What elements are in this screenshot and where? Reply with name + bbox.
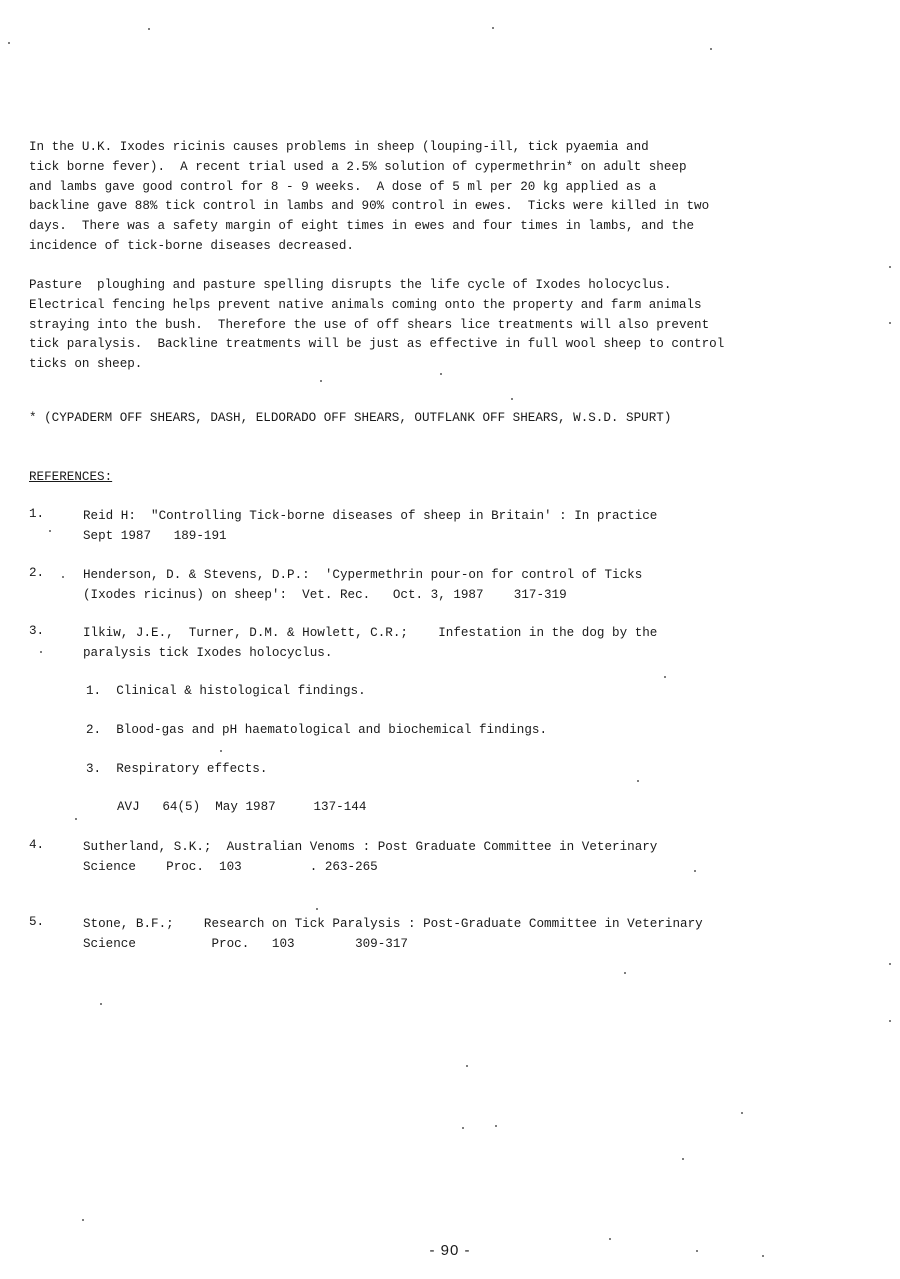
reference-number: 1.	[29, 507, 45, 521]
reference-line: Science Proc. 103 309-317	[83, 936, 408, 951]
paragraph-line: Electrical fencing helps prevent native animals coming onto the property and farm animals	[29, 297, 702, 312]
scan-speck	[889, 322, 891, 324]
scan-speck	[637, 780, 639, 782]
scan-speck	[710, 48, 712, 50]
references-heading: REFERENCES:	[29, 470, 113, 484]
scan-speck	[466, 1065, 468, 1067]
reference-citation: AVJ 64(5) May 1987 137-144	[117, 800, 367, 814]
reference-text	[83, 624, 783, 664]
body-paragraph-2	[29, 276, 769, 375]
scan-speck	[889, 963, 891, 965]
scan-speck	[889, 1020, 891, 1022]
reference-number: 3.	[29, 624, 45, 638]
reference-subitem-1: 1. Clinical & histological findings.	[86, 684, 366, 698]
paragraph-line: and lambs gave good control for 8 - 9 weeks. A dose of 5 ml per 20 kg applied as a	[29, 179, 657, 194]
scan-speck	[696, 1250, 698, 1252]
scan-speck	[492, 27, 494, 29]
scan-speck	[100, 1003, 102, 1005]
reference-subitem-2: 2. Blood-gas and pH haematological and biochemical findings.	[86, 723, 548, 737]
scan-speck	[511, 398, 513, 400]
scan-speck	[220, 750, 222, 752]
page-number: - 90 -	[429, 1242, 471, 1259]
scan-speck	[8, 42, 10, 44]
scan-speck	[694, 870, 696, 872]
paragraph-line: tick borne fever). A recent trial used a 2.5% solution of cypermethrin* on adult sheep	[29, 159, 687, 174]
scan-speck	[49, 530, 51, 532]
reference-text	[83, 507, 783, 547]
scan-speck	[664, 676, 666, 678]
paragraph-line: backline gave 88% tick control in lambs and 90% control in ewes. Ticks were killed in two	[29, 199, 710, 214]
reference-line: Stone, B.F.; Research on Tick Paralysis : Post-Graduate Committee in Veterinary	[83, 917, 703, 931]
paragraph-line: In the U.K. Ixodes ricinis causes problems in sheep (louping-ill, tick pyaemia and	[29, 140, 649, 154]
scan-speck	[40, 651, 42, 653]
reference-line: (Ixodes ricinus) on sheep': Vet. Rec. Oct. 3, 1987 317-319	[83, 587, 567, 602]
reference-line: Sept 1987 189-191	[83, 528, 227, 543]
scan-speck	[495, 1125, 497, 1127]
paragraph-line: tick paralysis. Backline treatments will be just as effective in full wool sheep to control	[29, 337, 725, 352]
scan-speck	[75, 818, 77, 820]
reference-number: 5.	[29, 915, 45, 929]
paragraph-line: Pasture ploughing and pasture spelling disrupts the life cycle of Ixodes holocyclus.	[29, 278, 672, 292]
reference-line: Sutherland, S.K.; Australian Venoms : Post Graduate Committee in Veterinary	[83, 840, 658, 854]
scan-speck	[624, 972, 626, 974]
reference-text	[83, 915, 783, 955]
reference-text	[83, 566, 783, 606]
scan-speck	[440, 373, 442, 375]
scan-speck	[148, 28, 150, 30]
paragraph-line: ticks on sheep.	[29, 357, 143, 372]
reference-line: Science Proc. 103 . 263-265	[83, 859, 378, 874]
product-footnote: * (CYPADERM OFF SHEARS, DASH, ELDORADO OFF SHEARS, OUTFLANK OFF SHEARS, W.S.D. SPURT)	[29, 411, 672, 425]
scan-speck	[682, 1158, 684, 1160]
paragraph-line: incidence of tick-borne diseases decreased.	[29, 238, 354, 253]
reference-line: Ilkiw, J.E., Turner, D.M. & Howlett, C.R.; Infestation in the dog by the	[83, 626, 658, 640]
reference-number: 2.	[29, 566, 45, 580]
scan-speck	[320, 380, 322, 382]
paragraph-line: straying into the bush. Therefore the use of off shears lice treatments will also prevent	[29, 317, 710, 332]
scan-speck	[316, 908, 318, 910]
body-paragraph-1	[29, 138, 769, 257]
scan-speck	[62, 576, 64, 578]
scan-speck	[762, 1255, 764, 1257]
reference-line: Henderson, D. & Stevens, D.P.: 'Cypermethrin pour-on for control of Ticks	[83, 568, 643, 582]
reference-number: 4.	[29, 838, 45, 852]
scan-speck	[462, 1127, 464, 1129]
reference-text	[83, 838, 783, 878]
reference-subitem-3: 3. Respiratory effects.	[86, 762, 268, 776]
paragraph-line: days. There was a safety margin of eight times in ewes and four times in lambs, and the	[29, 219, 695, 234]
reference-line: Reid H: "Controlling Tick-borne diseases of sheep in Britain' : In practice	[83, 509, 658, 523]
scan-speck	[741, 1112, 743, 1114]
scan-speck	[82, 1219, 84, 1221]
scan-speck	[609, 1238, 611, 1240]
reference-line: paralysis tick Ixodes holocyclus.	[83, 645, 333, 660]
scan-speck	[889, 266, 891, 268]
